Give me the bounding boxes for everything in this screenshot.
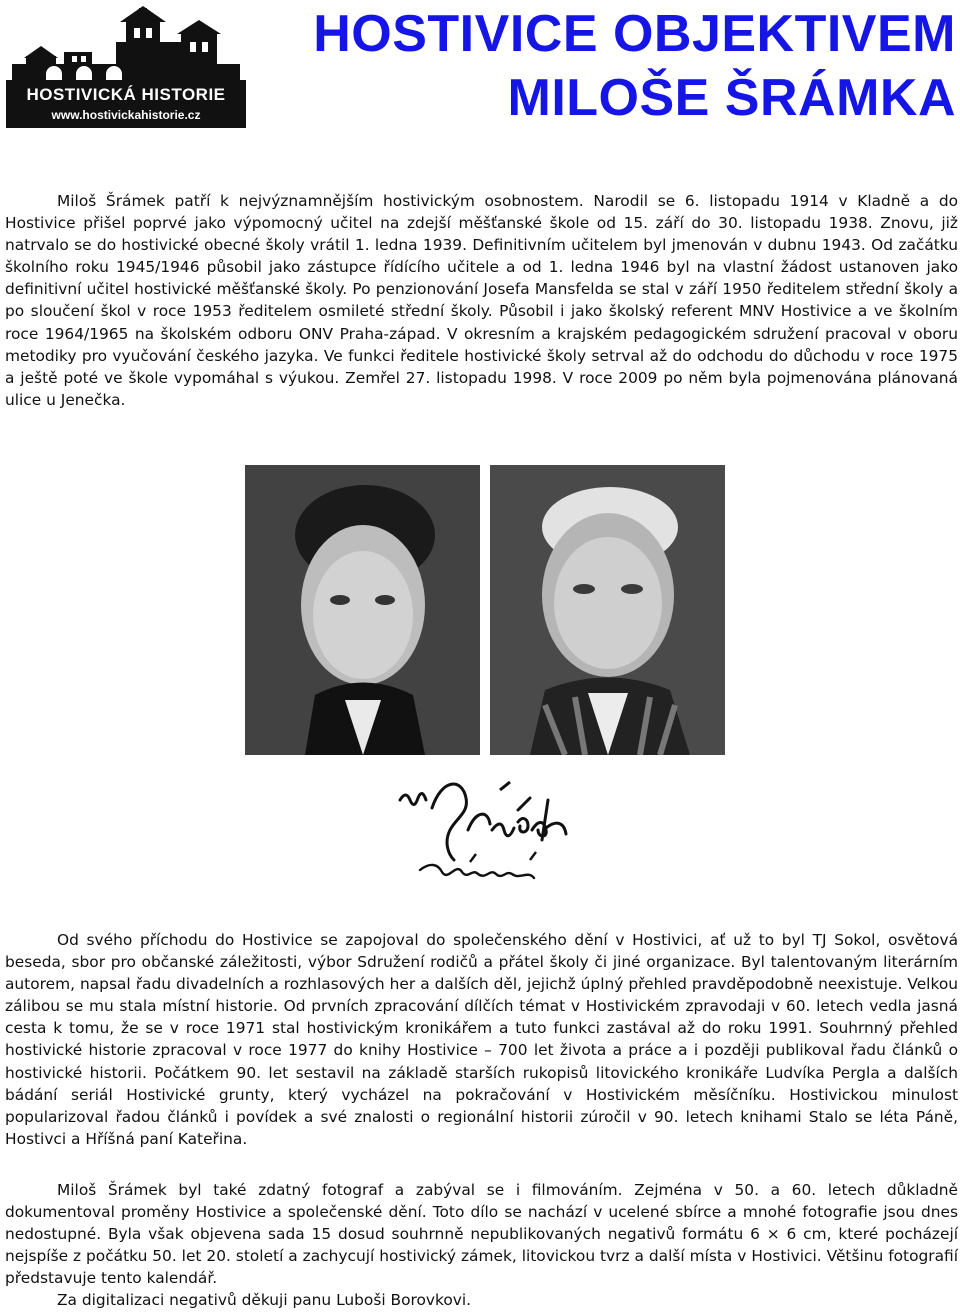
page-title-line1: HOSTIVICE OBJEKTIVEM (313, 5, 956, 63)
community-section (5, 929, 958, 1150)
castle-logo-icon (6, 6, 246, 86)
portrait-young-photo (245, 465, 480, 755)
logo-url: www.hostivickahistorie.cz (51, 108, 201, 122)
photography-paragraph: Miloš Šrámek byl také zdatný fotograf a zabýval se i filmováním. Zejména v 50. a 60. letech důkladně dokumentoval proměny Hostivice a společenské dění. Toto dílo se nachází v ucelené sbírce a mnohé fotografie jsou dnes nedostupné. Byla však objevena sada 15 dosud souhrnně nepublikovaných negativů formátu 6 × 6 cm, které pocházejí nejspíše z počátku 50. let 20. století a zachycují hostivický zámek, litovickou tvrz a další místa v Hostivici. Většinu fotografií představuje tento kalendář. (5, 1181, 958, 1288)
page-title (266, 2, 956, 130)
portrait-old-photo (490, 465, 725, 755)
logo-name: HOSTIVICKÁ HISTORIE (26, 85, 226, 104)
credit-line: Za digitalizaci negativů děkuji panu Luboši Borovkovi. (57, 1291, 472, 1310)
signature (380, 770, 610, 905)
photography-section (5, 1179, 958, 1312)
intro-paragraph: Miloš Šrámek patří k nejvýznamnějším hostivickým osobnostem. Narodil se 6. listopadu 1914 v Kladně a do Hostivice přišel poprvé jako výpomocný učitel na zdejší měšťanské škole od 15. září do 30. listopadu 1938. Znovu, již natrvalo se do hostivické obecné školy vrátil 1. ledna 1939. Definitivním učitelem byl jmenován v dubnu 1943. Od začátku školního roku 1945/1946 působil jako zástupce řídícího učitele a od 1. ledna 1946 byl na vlastní žádost ustanoven jako definitivní učitel hostivické měšťanské školy. Po penzionování Josefa Mansfelda se stal v září 1950 ředitelem střední školy a po sloučení škol v roce 1953 ředitelem osmileté střední školy. Působil i jako školský referent MNV Hostivice a ve školním roce 1964/1965 na školském odboru ONV Praha-západ. V okresním a krajském pedagogickém sdružení pracoval v oboru metodiky pro vyučování českého jazyka. Ve funkci ředitele hostivické školy setrval až do odchodu do důchodu v roce 1975 a ještě poté ve škole vypomáhal s výukou. Zemřel 27. listopadu 1998. V roce 2009 po něm byla pojmenována plánovaná ulice u Jenečka. (5, 192, 958, 409)
page-title-line2: MILOŠE ŠRÁMKA (507, 69, 956, 127)
logo (6, 6, 246, 128)
community-paragraph: Od svého příchodu do Hostivice se zapojoval do společenského dění v Hostivici, ať už to byl TJ Sokol, osvětová beseda, sbor pro občanské záležitosti, výbor Sdružení rodičů a přátel školy či jiné organizace. Byl talentovaným literárním autorem, napsal řadu divadelních a rozhlasových her a dalších děl, jejichž úplný přehled pravděpodobně neexistuje. Velkou zálibou se mu stala místní historie. Od prvních zpracování dílčích témat v Hostivickém zpravodaji v 60. letech vedla jasná cesta k tomu, že se v roce 1971 stal hostivickým kronikářem a tuto funkci zastával až do roku 1991. Souhrnný přehled hostivické historie zpracoval v roce 1977 do knihy Hostivice – 700 let života a práce a i později publikoval řadu článků o hostivické historii. Počátkem 90. let sestavil na základě starších rukopisů litovického kronikáře Ludvíka Pergla a dalších bádání seriál Hostivické grunty, který vycházel na pokračování v Hostivickém měsíčníku. Hostivickou minulost popularizoval řadou článků i povídek a své znalosti o regionální historii zúročil v 90. letech knihami Stalo se léta Páně, Hostivci a Hříšná paní Kateřina. (5, 931, 958, 1148)
intro-section (5, 190, 958, 411)
logo-banner (6, 80, 246, 128)
